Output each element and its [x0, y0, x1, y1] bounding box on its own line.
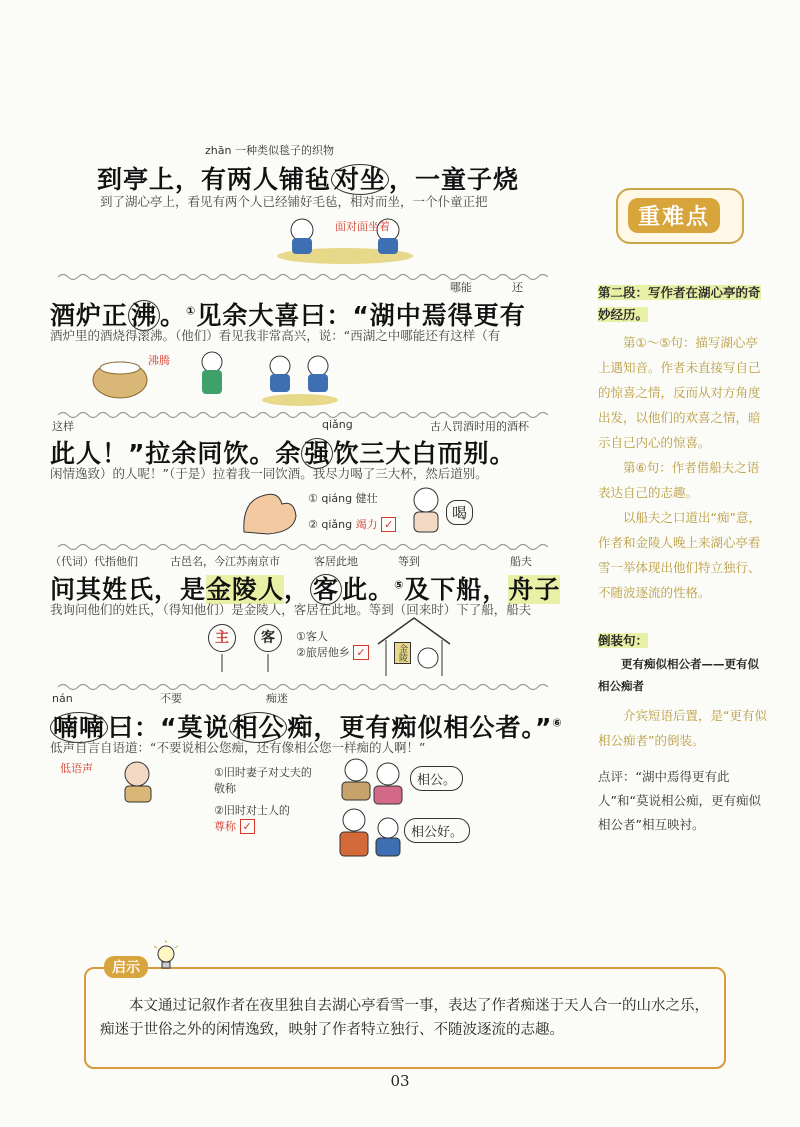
house-icon: [374, 614, 454, 678]
check-icon: ✓: [353, 645, 368, 660]
check-icon: ✓: [240, 819, 255, 834]
translation: 闲情逸致）的人呢！”（于是）拉着我一同饮酒。我尽力喝了三大杯，然后道别。: [50, 466, 488, 481]
option: ①客人: [296, 630, 328, 643]
annotation: 痴迷: [266, 692, 288, 705]
wavy-divider: [58, 272, 548, 282]
arm-icon: [238, 482, 302, 538]
sidebar-content: [598, 282, 768, 837]
classical-line: 喃喃 曰：“莫说 相公 痴，更有痴似相公者。”⑥: [50, 708, 563, 744]
annotation: zhān 一种类似毯子的织物: [205, 144, 334, 157]
wavy-divider: [58, 542, 548, 552]
annotation: 船夫: [510, 555, 532, 568]
key-word: 对坐: [331, 164, 389, 195]
annotation: 哪能: [450, 281, 472, 294]
translation: 我询问他们的姓氏，（得知他们）是金陵人，客居在此地。等到（回来时）下了船，船夫: [50, 602, 532, 617]
wavy-divider: [58, 682, 548, 692]
speech-bubble: 相公好。: [404, 818, 470, 843]
highlight: 金陵人: [206, 575, 285, 604]
picture-label: 面对面坐着: [335, 220, 390, 233]
annotation: 不要: [160, 692, 182, 705]
annotation: 古人罚酒时用的酒杯: [430, 420, 529, 433]
annotation: 客居此地: [314, 555, 358, 568]
annotation: 古邑名，今江苏南京市: [170, 555, 280, 568]
highlight: 舟子: [508, 575, 561, 604]
speech-bubble: 相公。: [410, 766, 463, 791]
greeting-people-icon: [332, 806, 404, 862]
illustration-pot: [90, 352, 150, 402]
key-word: 沸: [128, 300, 160, 331]
speech-bubble: 喝: [446, 500, 473, 525]
badge-key-points: 重难点: [628, 198, 720, 233]
illustration-greeting: [190, 348, 340, 408]
key-word: 喃喃: [50, 712, 108, 743]
option: ①旧时妻子对丈夫的敬称: [214, 766, 312, 795]
inversion-title: 倒装句：: [598, 633, 649, 648]
comment: 点评：“湖中焉得更有此人”和“莫说相公痴，更有痴似相公者”相互映衬。: [598, 769, 761, 832]
tag-host: 主: [208, 624, 236, 652]
analysis-paragraph: 第⑥句：作者借船夫之语表达自己的志趣。: [598, 460, 760, 500]
drinking-person-icon: [404, 484, 450, 534]
key-word: 强: [301, 438, 333, 469]
classical-line: 此人！”拉余同饮。余 强 饮三大白而别。: [50, 439, 516, 468]
insight-text: 本文通过记叙作者在夜里独自去湖心亭看雪一事，表达了作者痴迷于天人合一的山水之乐，痴迷于世俗之外的闲情逸致，映射了作者特立独行、不随波逐流的志趣。: [100, 998, 709, 1038]
picture-label: 沸腾: [148, 354, 170, 367]
option: ① qiáng 健壮: [308, 492, 378, 505]
annotation: （代词）代指他们: [50, 555, 138, 568]
annotation: 等到: [398, 555, 420, 568]
annotation: 这样: [52, 420, 74, 433]
analysis-paragraph: 以船夫之口道出“痴”意，作者和金陵人晚上来湖心亭看雪一举体现出他们特立独行、不随波逐流的性格。: [598, 510, 761, 600]
lightbulb-icon: [150, 940, 184, 974]
classical-line: 酒炉正 沸 。①见余大喜曰：“湖中焉得更有: [50, 301, 526, 330]
classical-line: 问其姓氏，是金陵人， 客 此。⑤及下船，舟子: [50, 575, 561, 604]
wife-icon: [368, 760, 408, 808]
annotation: 还: [512, 281, 523, 294]
inversion-note: 介宾短语后置，是“更有似相公痴者”的倒装。: [598, 708, 767, 748]
picture-label: 低语声: [60, 762, 93, 775]
option: ②旧时对士人的 尊称 ✓: [214, 804, 290, 833]
annotation: nán: [52, 692, 73, 705]
option: ②旅居他乡 ✓: [296, 644, 369, 660]
insight-title: 启示: [104, 956, 148, 978]
translation: 低声自言自语道：“不要说相公您痴，还有像相公您一样痴的人啊！”: [50, 740, 426, 755]
section-title: 第二段：写作者在湖心亭的奇妙经历。: [598, 285, 761, 322]
figures-icon: [200, 654, 290, 674]
translation: 酒炉里的酒烧得滚沸。（他们）看见我非常高兴，说：“西湖之中哪能还有这样（有: [50, 328, 501, 343]
translation: 到了湖心亭上，看见有两个人已经铺好毛毡，相对而坐，一个仆童正把: [100, 194, 488, 209]
tag-guest: 客: [254, 624, 282, 652]
annotation: qiǎng: [322, 418, 353, 431]
classical-line: 到亭上，有两人铺毡 对坐 ，一童子烧: [97, 165, 520, 194]
check-icon: ✓: [381, 517, 396, 532]
key-word: 客: [310, 574, 342, 605]
inversion-line: 更有痴似相公者——更有似相公痴者: [598, 657, 759, 693]
analysis-paragraph: 第①～⑤句：描写湖心亭上遇知音。作者未直接写自己的惊喜之情，反而从对方角度出发，以他们的欢喜之情，暗示自己内心的惊喜。: [598, 335, 761, 450]
option: ② qiǎng 竭力 ✓: [308, 516, 396, 532]
boatman-icon: [115, 756, 165, 806]
sign: 金陵: [394, 642, 411, 664]
illustration-sitting: [270, 208, 420, 268]
key-word: 相公: [229, 712, 287, 743]
page-number: 03: [390, 1072, 410, 1090]
